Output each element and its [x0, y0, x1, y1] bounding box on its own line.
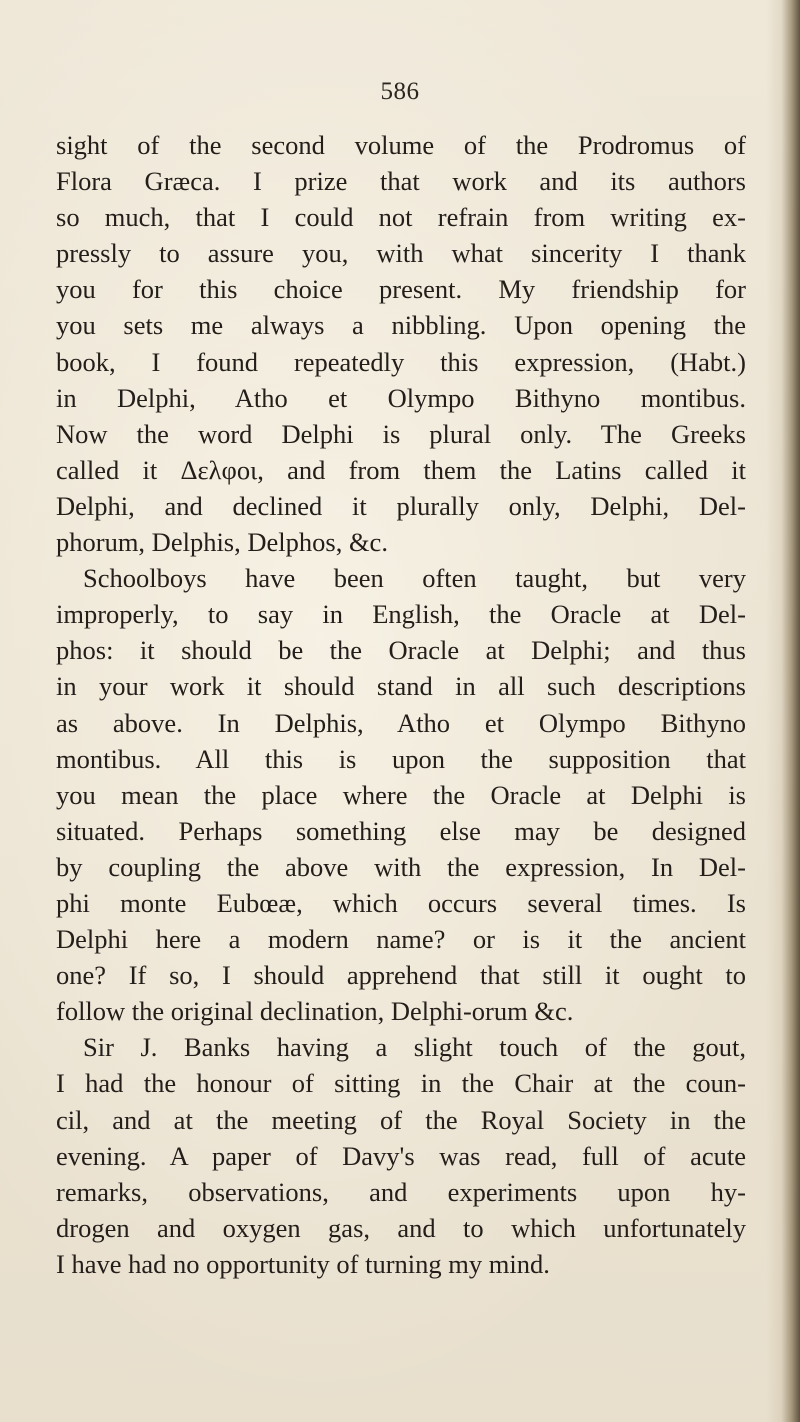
text-line: drogen and oxygen gas, and to which unfortunately — [56, 1212, 746, 1243]
page-edge-shadow — [766, 0, 800, 1422]
text-line: called it Δελφοι, and from them the Latins called it — [56, 454, 746, 485]
text-line: pressly to assure you, with what sincerity I thank — [56, 238, 746, 269]
text-line: phi monte Eubœæ, which occurs several times. Is — [56, 887, 746, 918]
text-line: Delphi here a modern name? or is it the ancient — [56, 924, 746, 955]
text-line: Now the word Delphi is plural only. The Greeks — [56, 418, 746, 449]
text-line: situated. Perhaps something else may be designed — [56, 815, 746, 846]
text-line: Schoolboys have been often taught, but very — [83, 563, 746, 594]
text-line: phos: it should be the Oracle at Delphi; and thus — [56, 635, 746, 666]
text-line: so much, that I could not refrain from writing ex- — [56, 202, 746, 233]
text-line: in Delphi, Atho et Olympo Bithyno montibus. — [56, 382, 746, 413]
text-line: sight of the second volume of the Prodromus of — [56, 130, 746, 160]
text-line: Delphi, and declined it plurally only, Delphi, Del- — [56, 490, 746, 521]
text-line: Flora Græca. I prize that work and its authors — [56, 166, 746, 197]
text-line: I had the honour of sitting in the Chair at the coun- — [56, 1068, 746, 1099]
text-line: book, I found repeatedly this expression, (Habt.) — [56, 346, 746, 377]
text-line: you sets me always a nibbling. Upon opening the — [56, 310, 746, 341]
text-line: you mean the place where the Oracle at Delphi is — [56, 779, 746, 810]
page-number: 586 — [380, 78, 420, 105]
text-line: montibus. All this is upon the supposition that — [56, 743, 746, 774]
text-line: evening. A paper of Davy's was read, full of acute — [56, 1140, 746, 1171]
text-line: Sir J. Banks having a slight touch of the gout, — [83, 1032, 746, 1063]
text-line: phorum, Delphis, Delphos, &c. — [56, 527, 388, 558]
text-line: remarks, observations, and experiments upon hy- — [56, 1176, 746, 1207]
text-line: follow the original declination, Delphi-orum &c. — [56, 996, 574, 1027]
text-line: by coupling the above with the expression, In Del- — [56, 851, 746, 882]
text-line: in your work it should stand in all such descriptions — [56, 671, 746, 702]
text-line: cil, and at the meeting of the Royal Society in the — [56, 1104, 746, 1135]
text-line: one? If so, I should apprehend that still it ought to — [56, 960, 746, 991]
text-line: I have had no opportunity of turning my mind. — [56, 1248, 550, 1279]
body-text — [56, 127, 746, 1282]
text-line: as above. In Delphis, Atho et Olympo Bithyno — [56, 707, 746, 738]
text-line: improperly, to say in English, the Oracle at Del- — [56, 599, 746, 630]
text-line: you for this choice present. My friendship for — [56, 274, 746, 305]
